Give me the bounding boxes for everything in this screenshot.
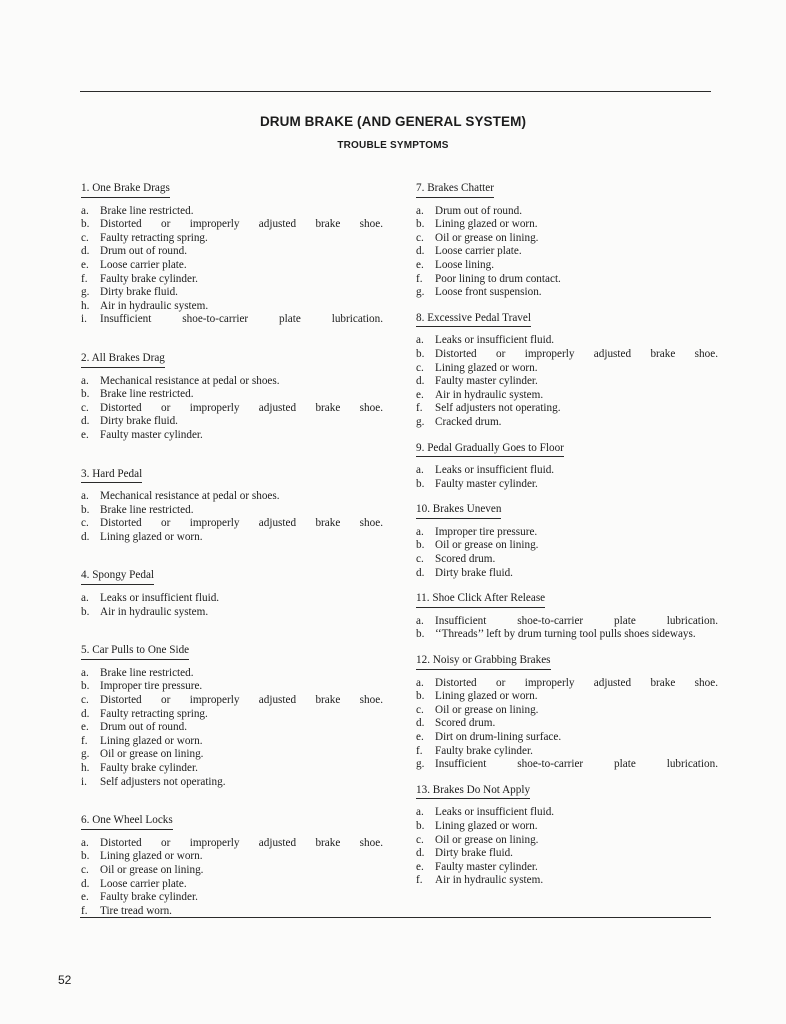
item-marker: e. — [416, 388, 424, 401]
item-marker: d. — [81, 530, 90, 543]
item-text: Loose lining. — [435, 258, 495, 271]
item-text: Faulty retracting spring. — [100, 231, 208, 244]
section-heading: 1. One Brake Drags — [81, 182, 170, 198]
symptom-item — [81, 245, 383, 259]
item-text: Loose carrier plate. — [435, 245, 522, 258]
item-marker: b. — [81, 218, 90, 231]
item-text: Self adjusters not operating. — [435, 402, 561, 415]
item-text: Distorted or improperly adjusted brake shoe. — [100, 218, 383, 231]
item-marker: d. — [416, 375, 425, 388]
symptom-item — [416, 567, 718, 581]
page-number: 52 — [58, 973, 72, 987]
section-heading: 5. Car Pulls to One Side — [81, 644, 189, 660]
item-marker: d. — [81, 415, 90, 428]
symptom-item — [416, 847, 718, 861]
symptom-item — [81, 429, 383, 443]
symptom-item — [416, 806, 718, 820]
trouble-section — [81, 468, 383, 545]
page-title: DRUM BRAKE (AND GENERAL SYSTEM) — [259, 114, 527, 129]
item-marker: g. — [416, 415, 425, 428]
symptom-item — [416, 259, 718, 273]
symptom-item — [416, 834, 718, 848]
symptom-item — [81, 232, 383, 246]
symptom-list — [416, 806, 718, 888]
symptom-item — [81, 667, 383, 681]
item-marker: b. — [416, 690, 425, 703]
item-text: Leaks or insufficient fluid. — [100, 592, 220, 605]
section-heading: 12. Noisy or Grabbing Brakes — [416, 654, 551, 670]
item-marker: b. — [416, 539, 425, 552]
item-text: Drum out of round. — [100, 245, 188, 258]
item-text: Insufficient shoe-to-carrier plate lubrication. — [435, 614, 718, 627]
item-text: Tire tread worn. — [100, 904, 172, 917]
item-text: Oil or grease on lining. — [435, 833, 539, 846]
item-marker: d. — [416, 566, 425, 579]
symptom-item — [416, 402, 718, 416]
item-marker: c. — [416, 231, 424, 244]
item-marker: c. — [416, 361, 424, 374]
item-marker: e. — [81, 891, 89, 904]
symptom-item — [416, 874, 718, 888]
page-subtitle: TROUBLE SYMPTOMS — [337, 140, 449, 151]
symptom-item — [416, 245, 718, 259]
item-marker: b. — [416, 347, 425, 360]
item-text: Drum out of round. — [435, 204, 523, 217]
item-text: Distorted or improperly adjusted brake shoe. — [100, 401, 383, 414]
item-text: ‘‘Threads’’ left by drum turning tool pulls shoes sideways. — [435, 628, 696, 641]
symptom-item — [81, 891, 383, 905]
trouble-section — [416, 592, 718, 642]
symptom-item — [81, 490, 383, 504]
item-text: Brake line restricted. — [100, 388, 194, 401]
item-text: Distorted or improperly adjusted brake shoe. — [100, 694, 383, 707]
item-text: Faulty master cylinder. — [100, 428, 203, 441]
top-rule — [80, 91, 711, 92]
symptom-list — [81, 205, 383, 327]
item-marker: a. — [416, 676, 424, 689]
symptom-list — [416, 464, 718, 491]
section-heading: 10. Brakes Uneven — [416, 503, 501, 519]
symptom-item — [81, 864, 383, 878]
symptom-item — [81, 606, 383, 620]
item-marker: h. — [81, 762, 90, 774]
item-marker: b. — [81, 680, 90, 693]
item-marker: c. — [416, 833, 424, 846]
bottom-rule — [80, 917, 711, 918]
item-text: Faulty brake cylinder. — [100, 891, 198, 904]
item-text: Dirty brake fluid. — [100, 415, 178, 428]
trouble-section — [81, 814, 383, 918]
item-text: Mechanical resistance at pedal or shoes. — [100, 490, 280, 503]
trouble-section — [416, 182, 718, 300]
symptom-item — [81, 531, 383, 545]
item-marker: e. — [81, 428, 89, 441]
item-text: Oil or grease on lining. — [435, 539, 539, 552]
item-marker: f. — [416, 402, 423, 415]
item-text: Brake line restricted. — [100, 204, 194, 217]
item-text: Loose carrier plate. — [100, 258, 187, 271]
item-text: Dirt on drum-lining surface. — [435, 731, 562, 743]
item-text: Faulty brake cylinder. — [100, 762, 198, 774]
symptom-item — [416, 553, 718, 567]
item-marker: d. — [416, 717, 425, 730]
symptom-item — [416, 820, 718, 834]
item-marker: c. — [81, 231, 89, 244]
item-marker: d. — [81, 245, 90, 258]
item-text: Faulty master cylinder. — [435, 860, 538, 873]
item-text: Dirty brake fluid. — [100, 286, 178, 299]
item-text: Lining glazed or worn. — [100, 530, 203, 543]
item-text: Insufficient shoe-to-carrier plate lubrication. — [435, 758, 718, 771]
item-text: Air in hydraulic system. — [435, 388, 544, 401]
item-marker: f. — [81, 272, 88, 285]
section-heading: 3. Hard Pedal — [81, 468, 142, 484]
item-marker: a. — [416, 806, 424, 819]
section-heading: 2. All Brakes Drag — [81, 352, 165, 368]
item-text: Air in hydraulic system. — [435, 874, 544, 887]
item-marker: c. — [81, 863, 89, 876]
trouble-section — [81, 569, 383, 619]
item-marker: a. — [416, 525, 424, 538]
item-text: Oil or grease on lining. — [435, 703, 539, 716]
item-text: Distorted or improperly adjusted brake shoe. — [100, 517, 383, 530]
item-text: Lining glazed or worn. — [435, 819, 538, 832]
symptom-item — [416, 218, 718, 232]
item-text: Oil or grease on lining. — [435, 231, 539, 244]
item-text: Dirty brake fluid. — [435, 847, 513, 860]
symptom-item — [81, 388, 383, 402]
item-marker: c. — [81, 694, 89, 707]
item-text: Distorted or improperly adjusted brake shoe. — [435, 347, 718, 360]
item-text: Lining glazed or worn. — [100, 850, 203, 863]
item-text: Loose front suspension. — [435, 286, 542, 299]
symptom-list — [81, 490, 383, 544]
item-text: Oil or grease on lining. — [100, 748, 204, 761]
symptom-item — [416, 286, 718, 300]
symptom-list — [416, 677, 718, 772]
item-marker: a. — [416, 464, 424, 477]
item-text: Self adjusters not operating. — [100, 775, 226, 788]
item-marker: b. — [81, 605, 90, 618]
item-text: Faulty master cylinder. — [435, 375, 538, 388]
item-marker: c. — [81, 517, 89, 530]
item-marker: c. — [416, 553, 424, 566]
item-marker: d. — [81, 707, 90, 720]
item-text: Improper tire pressure. — [435, 525, 538, 538]
trouble-section — [416, 442, 718, 492]
item-text: Lining glazed or worn. — [100, 734, 203, 747]
symptom-item — [81, 878, 383, 892]
symptom-list — [81, 592, 383, 619]
item-text: Leaks or insufficient fluid. — [435, 806, 555, 819]
symptom-item — [81, 850, 383, 864]
item-marker: b. — [81, 503, 90, 516]
symptom-item — [416, 464, 718, 478]
symptom-list — [416, 526, 718, 580]
trouble-section — [81, 644, 383, 789]
item-marker: a. — [416, 614, 424, 627]
symptom-item — [416, 758, 718, 772]
item-marker: b. — [81, 850, 90, 863]
symptom-item — [81, 776, 383, 790]
item-marker: e. — [81, 258, 89, 271]
symptom-item — [416, 478, 718, 492]
item-marker: c. — [416, 703, 424, 716]
section-heading: 8. Excessive Pedal Travel — [416, 312, 531, 328]
symptom-item — [416, 375, 718, 389]
symptom-item — [416, 205, 718, 219]
item-text: Faulty brake cylinder. — [100, 272, 198, 285]
item-text: Lining glazed or worn. — [435, 218, 538, 231]
item-marker: e. — [416, 860, 424, 873]
item-marker: b. — [81, 388, 90, 401]
symptom-item — [81, 680, 383, 694]
symptom-item — [81, 313, 383, 327]
item-marker: e. — [416, 731, 424, 743]
symptom-item — [81, 286, 383, 300]
item-marker: f. — [416, 874, 423, 887]
item-text: Lining glazed or worn. — [435, 690, 538, 703]
item-marker: g. — [81, 286, 90, 299]
item-text: Faulty brake cylinder. — [435, 744, 533, 757]
symptom-list — [416, 205, 718, 300]
symptom-item — [416, 745, 718, 759]
symptom-item — [416, 416, 718, 430]
symptom-list — [416, 334, 718, 429]
symptom-item — [416, 526, 718, 540]
trouble-section — [81, 182, 383, 327]
symptom-item — [81, 259, 383, 273]
item-text: Scored drum. — [435, 717, 496, 730]
symptom-item — [416, 348, 718, 362]
trouble-section — [416, 784, 718, 888]
symptom-list — [81, 667, 383, 789]
item-marker: a. — [81, 490, 89, 503]
item-marker: b. — [416, 218, 425, 231]
symptom-item — [81, 205, 383, 219]
item-text: Leaks or insufficient fluid. — [435, 334, 555, 347]
item-marker: a. — [81, 374, 89, 387]
item-text: Cracked drum. — [435, 415, 502, 428]
item-marker: f. — [416, 272, 423, 285]
symptom-item — [81, 375, 383, 389]
symptom-item — [416, 628, 718, 642]
item-marker: e. — [81, 721, 89, 734]
symptom-item — [81, 592, 383, 606]
item-marker: h. — [81, 299, 90, 312]
item-marker: g. — [416, 286, 425, 299]
item-text: Scored drum. — [435, 553, 496, 566]
item-text: Faulty retracting spring. — [100, 707, 208, 720]
symptom-item — [81, 300, 383, 314]
symptom-item — [81, 762, 383, 776]
item-marker: c. — [81, 401, 89, 414]
item-marker: a. — [81, 836, 89, 849]
trouble-section — [416, 654, 718, 772]
item-text: Poor lining to drum contact. — [435, 272, 561, 285]
section-heading: 6. One Wheel Locks — [81, 814, 173, 830]
symptom-item — [416, 731, 718, 745]
item-text: Improper tire pressure. — [100, 680, 203, 693]
symptom-item — [416, 334, 718, 348]
symptom-list — [416, 615, 718, 642]
symptom-item — [81, 402, 383, 416]
item-text: Oil or grease on lining. — [100, 863, 204, 876]
item-text: Leaks or insufficient fluid. — [435, 464, 555, 477]
section-heading: 9. Pedal Gradually Goes to Floor — [416, 442, 564, 458]
item-marker: b. — [416, 628, 425, 641]
item-marker: a. — [416, 334, 424, 347]
item-marker: f. — [416, 744, 423, 757]
item-text: Brake line restricted. — [100, 503, 194, 516]
item-text: Insufficient shoe-to-carrier plate lubrication. — [100, 313, 383, 326]
symptom-item — [81, 415, 383, 429]
item-text: Faulty master cylinder. — [435, 477, 538, 490]
item-text: Distorted or improperly adjusted brake shoe. — [435, 676, 718, 689]
item-marker: b. — [416, 477, 425, 490]
item-text: Dirty brake fluid. — [435, 566, 513, 579]
item-marker: d. — [416, 847, 425, 860]
symptom-item — [81, 694, 383, 708]
symptom-item — [416, 677, 718, 691]
item-marker: f. — [81, 904, 88, 917]
section-heading: 13. Brakes Do Not Apply — [416, 784, 530, 800]
symptom-item — [416, 273, 718, 287]
item-marker: f. — [81, 734, 88, 747]
item-marker: b. — [416, 819, 425, 832]
symptom-item — [81, 517, 383, 531]
item-text: Mechanical resistance at pedal or shoes. — [100, 374, 280, 387]
trouble-section — [416, 312, 718, 430]
symptom-item — [416, 362, 718, 376]
symptom-list — [81, 837, 383, 919]
symptom-list — [81, 375, 383, 443]
symptom-item — [81, 504, 383, 518]
item-marker: i. — [81, 775, 87, 788]
symptom-item — [416, 615, 718, 629]
item-marker: g. — [81, 748, 90, 761]
symptom-item — [81, 735, 383, 749]
item-marker: a. — [81, 592, 89, 605]
symptom-item — [81, 708, 383, 722]
symptom-item — [81, 218, 383, 232]
item-marker: e. — [416, 258, 424, 271]
item-text: Loose carrier plate. — [100, 877, 187, 890]
item-text: Lining glazed or worn. — [435, 361, 538, 374]
symptom-item — [81, 837, 383, 851]
item-marker: a. — [416, 204, 424, 217]
right-column — [416, 182, 718, 888]
item-marker: d. — [416, 245, 425, 258]
left-column — [81, 182, 383, 918]
item-marker: i. — [81, 313, 87, 326]
symptom-item — [416, 861, 718, 875]
item-marker: g. — [416, 758, 425, 771]
item-text: Air in hydraulic system. — [100, 299, 209, 312]
item-text: Brake line restricted. — [100, 666, 194, 679]
symptom-item — [416, 717, 718, 731]
symptom-item — [416, 704, 718, 718]
symptom-item — [416, 389, 718, 403]
section-heading: 7. Brakes Chatter — [416, 182, 494, 198]
section-heading: 11. Shoe Click After Release — [416, 592, 545, 608]
trouble-section — [416, 503, 718, 580]
item-text: Distorted or improperly adjusted brake shoe. — [100, 836, 383, 849]
symptom-item — [81, 748, 383, 762]
symptom-item — [81, 721, 383, 735]
symptom-item — [81, 273, 383, 287]
symptom-item — [416, 232, 718, 246]
item-marker: a. — [81, 666, 89, 679]
trouble-section — [81, 352, 383, 443]
symptom-item — [416, 690, 718, 704]
section-heading: 4. Spongy Pedal — [81, 569, 154, 585]
item-text: Drum out of round. — [100, 721, 188, 734]
symptom-item — [416, 539, 718, 553]
item-text: Air in hydraulic system. — [100, 605, 209, 618]
item-marker: a. — [81, 204, 89, 217]
item-marker: d. — [81, 877, 90, 890]
